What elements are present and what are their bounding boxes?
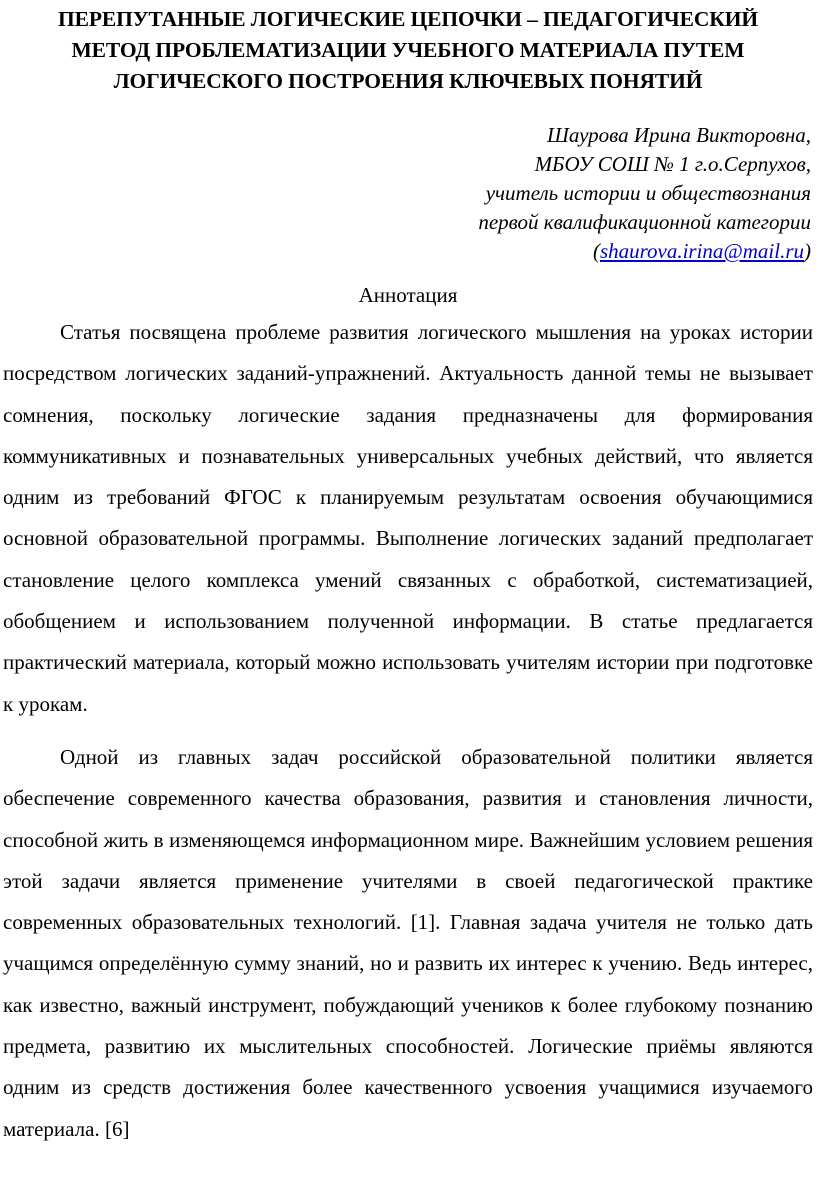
article-title <box>3 4 813 97</box>
author-position: учитель истории и обществознания <box>485 181 811 205</box>
title-line-3: ЛОГИЧЕСКОГО ПОСТРОЕНИЯ КЛЮЧЕВЫХ ПОНЯТИЙ <box>113 69 703 93</box>
author-category: первой квалификационной категории <box>478 210 811 234</box>
email-open-paren: ( <box>592 239 600 263</box>
body-paragraph-1: Одной из главных задач российской образовательной политики является обеспечение современного качества образования, развития и становления личности, способной жить в изменяющемся информационном мире. Важнейшим условием решения этой задачи является применение учителями в своей педагогической практике современных образовательных технологий. [1]. Главная задача учителя не только дать учащимся определённую сумму знаний, но и развить их интерес к учению. Ведь интерес, как известно, важный инструмент, побуждающий учеников к более глубокому познанию предмета, развитию их мыслительных способностей. Логические приёмы являются одним из средств достижения более качественного усвоения учащимися изучаемого материала. [6] <box>3 744 813 1141</box>
author-name: Шаурова Ирина Викторовна, <box>546 123 811 147</box>
author-block <box>3 121 813 266</box>
author-email-line <box>3 237 811 266</box>
annotation-paragraph: Статья посвящена проблеме развития логического мышления на уроках истории посредством логических заданий-упражнений. Актуальность данной темы не вызывает сомнения, поскольку логические задания предназначены для формирования коммуникативных и познавательных универсальных учебных действий, что является одним из требований ФГОС к планируемым результатам освоения обучающимися основной образовательной программы. Выполнение логических заданий предполагает становление целого комплекса умений связанных с обработкой, систематизацией, обобщением и использованием полученной информации. В статье предлагается практический материала, который можно использовать учителям истории при подготовке к урокам. <box>3 320 813 716</box>
author-email-link[interactable]: shaurova.irina@mail.ru <box>599 239 804 263</box>
email-close-paren: ) <box>804 239 811 263</box>
title-line-2: МЕТОД ПРОБЛЕМАТИЗАЦИИ УЧЕБНОГО МАТЕРИАЛА ПУТЕМ <box>71 38 745 62</box>
annotation-heading: Аннотация <box>358 283 458 307</box>
title-line-1: ПЕРЕПУТАННЫЕ ЛОГИЧЕСКИЕ ЦЕПОЧКИ – ПЕДАГОГИЧЕСКИЙ <box>57 7 759 31</box>
author-school: МБОУ СОШ № 1 г.о.Серпухов, <box>534 152 811 176</box>
